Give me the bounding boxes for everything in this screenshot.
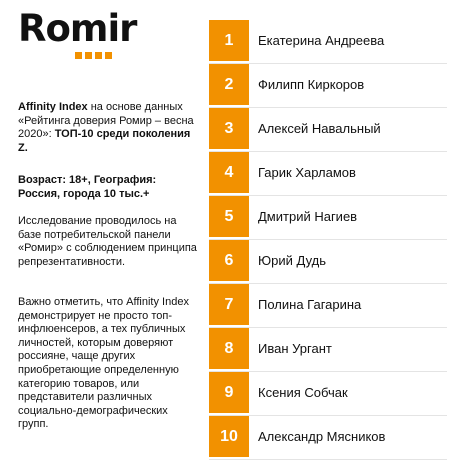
rank-number: 1	[209, 20, 249, 61]
ranking-row	[209, 372, 447, 416]
rank-number: 4	[209, 152, 249, 193]
study-source: на основе данных «Рейтинга доверия Ромир – весна 2020»:	[18, 101, 194, 141]
index-name: Affinity Index	[18, 101, 88, 113]
ranking-row	[209, 328, 447, 372]
rank-person-name: Иван Ургант	[258, 341, 332, 356]
rank-number: 10	[209, 416, 249, 457]
study-segment: ТОП-10 среди поколения Z.	[18, 128, 191, 154]
ranking-row	[209, 284, 447, 328]
rank-person-name: Юрий Дудь	[258, 253, 327, 268]
ranking-row	[209, 196, 447, 240]
ranking-row	[209, 416, 447, 460]
rank-number: 7	[209, 284, 249, 325]
rank-person-name: Александр Мясников	[258, 429, 386, 444]
logo-text: Romir	[18, 7, 137, 50]
ranking-list	[209, 20, 447, 460]
romir-logo	[18, 7, 148, 60]
rank-number: 3	[209, 108, 249, 149]
rank-number: 8	[209, 328, 249, 369]
rank-person-name: Филипп Киркоров	[258, 77, 365, 92]
rank-number: 5	[209, 196, 249, 237]
logo-dot	[105, 52, 112, 59]
rank-number: 9	[209, 372, 249, 413]
study-note: Важно отметить, что Affinity Index демонстрирует не просто топ-инфлюенсеров, а тех публичных личностей, которым доверяют россияне, чаще других приобретающие определенную категорию товаров, или представители различных социально-демографических групп.	[18, 296, 189, 431]
rank-person-name: Алексей Навальный	[258, 121, 381, 136]
rank-person-name: Ксения Собчак	[258, 385, 348, 400]
ranking-row	[209, 108, 447, 152]
logo-dot	[85, 52, 92, 59]
logo-dots	[75, 52, 112, 59]
rank-person-name: Екатерина Андреева	[258, 33, 385, 48]
rank-person-name: Полина Гагарина	[258, 297, 362, 312]
ranking-row	[209, 152, 447, 196]
rank-person-name: Гарик Харламов	[258, 165, 356, 180]
logo-dot	[95, 52, 102, 59]
ranking-row	[209, 240, 447, 284]
rank-person-name: Дмитрий Нагиев	[258, 209, 358, 224]
study-demographics: Возраст: 18+, География: Россия, города 10 тыс.+	[18, 174, 157, 200]
study-summary	[18, 101, 200, 155]
study-method: Исследование проводилось на базе потребительской панели «Ромир» с соблюдением принципа репрезентативности.	[18, 215, 197, 268]
rank-number: 2	[209, 64, 249, 105]
logo-dot	[75, 52, 82, 59]
ranking-row	[209, 20, 447, 64]
rank-number: 6	[209, 240, 249, 281]
ranking-row	[209, 64, 447, 108]
